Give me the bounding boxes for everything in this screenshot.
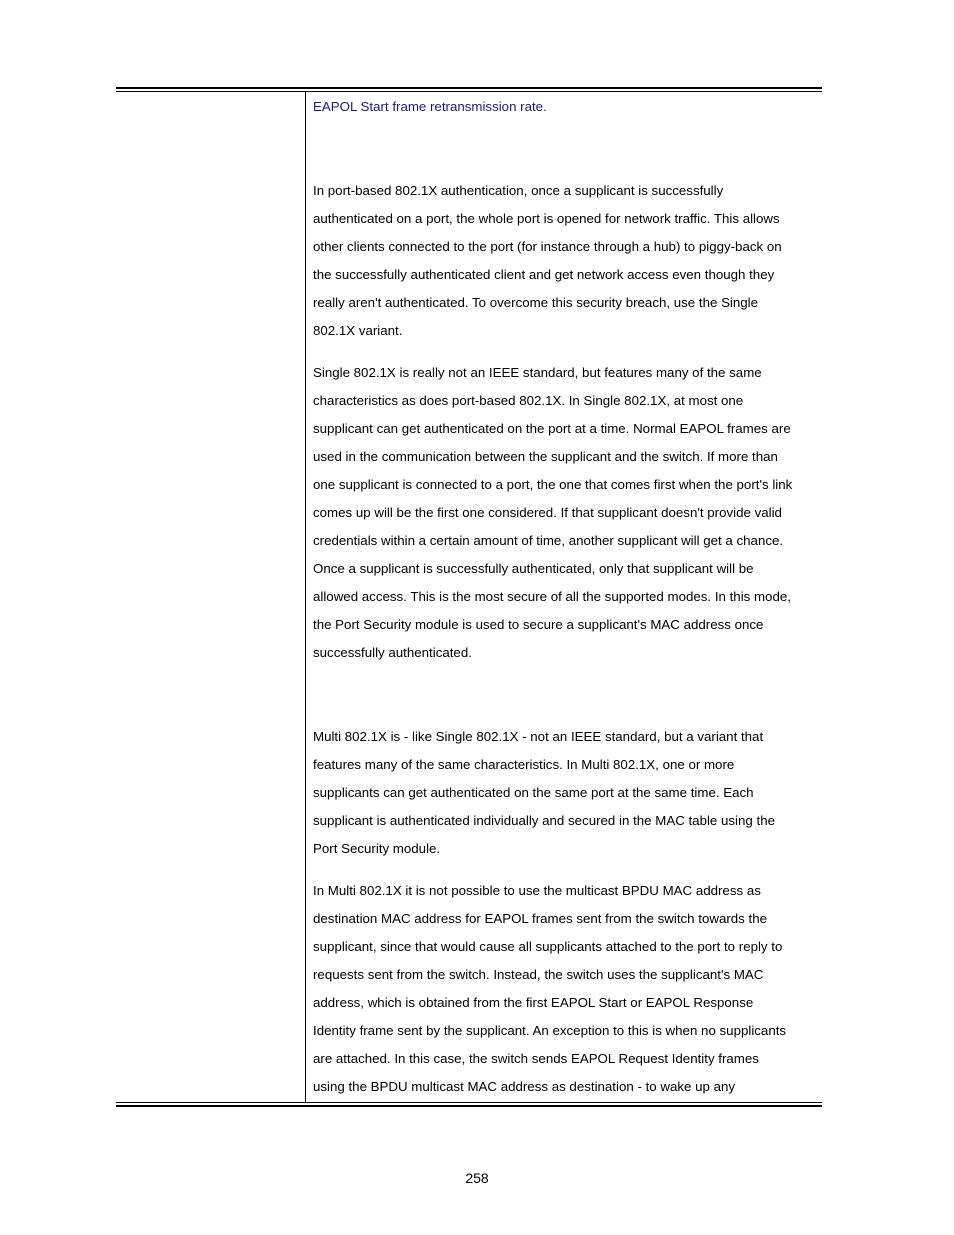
page-number: 258 [465,1170,489,1186]
paragraph-port-based: In port-based 802.1X authentication, once a supplicant is successfully authenticated on a port, the whole port is opened for network traffic. This allows other clients connected to the port (for instance through a hub) to piggy-back on the successfully authenticated client and get network access even though they really aren't authenticated. To overcome this security breach, use the Single 802.1X variant. [313,183,782,338]
table-top-rule [116,87,822,89]
paragraph-single-802-1x: Single 802.1X is really not an IEEE standard, but features many of the same characteristics as does port-based 802.1X. In Single 802.1X, at most one supplicant can get authenticated on the port at a time. Normal EAPOL frames are used in the communication between the supplicant and the switch. If more than one supplicant is connected to a port, the one that comes first when the port's link comes up will be the first one considered. If that supplicant doesn't provide valid credentials within a certain amount of time, another supplicant will get a chance. Once a supplicant is successfully authenticated, only that supplicant will be allowed access. This is the most secure of all the supported modes. In this mode, the Port Security module is used to secure a supplicant's MAC address once successfully authenticated. [313,365,793,660]
table-description-cell [313,93,819,1101]
table-bottom-rule-thin [116,1102,822,1103]
paragraph-multi-802-1x: Multi 802.1X is - like Single 802.1X - not an IEEE standard, but a variant that features many of the same characteristics. In Multi 802.1X, one or more supplicants can get authenticated on the same port at the same time. Each supplicant is authenticated individually and secured in the MAC table using the Port Security module. [313,729,775,856]
table-top-rule-thin [116,91,822,92]
table-bottom-rule [116,1105,822,1107]
cell-first-line: EAPOL Start frame retransmission rate. [313,99,547,114]
paragraph-multi-802-1x-bpdu: In Multi 802.1X it is not possible to use the multicast BPDU MAC address as destination MAC address for EAPOL frames sent from the switch towards the supplicant, since that would cause all supplicants attached to the port to reply to requests sent from the switch. Instead, the switch uses the supplicant's MAC address, which is obtained from the first EAPOL Start or EAPOL Response Identity frame sent by the supplicant. An exception to this is when no supplicants are attached. In this case, the switch sends EAPOL Request Identity frames using the BPDU multicast MAC address as destination - to wake up any [313,883,787,1094]
table-column-divider [305,92,306,1103]
